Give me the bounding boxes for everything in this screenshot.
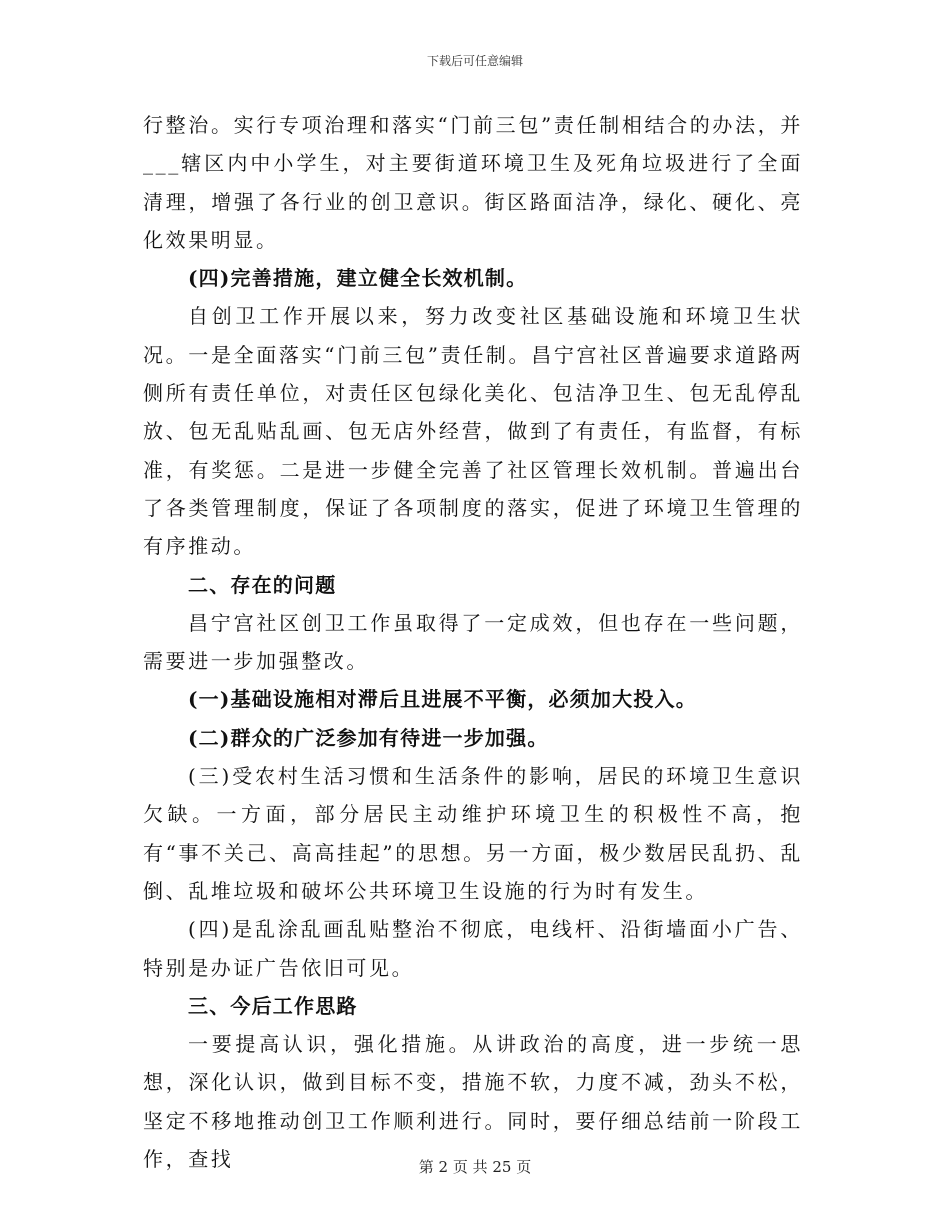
paragraph-measures: 自创卫工作开展以来，努力改变社区基础设施和环境卫生状况。一是全面落实“门前三包”责任制。昌宁宫社区普遍要求道路两侧所有责任单位，对责任区包绿化美化、包洁净卫生、包无乱停乱放、包无乱贴乱画、包无店外经营，做到了有责任，有监督，有标准，有奖惩。二是进一步健全完善了社区管理长效机制。普遍出台了各类管理制度，保证了各项制度的落实，促进了环境卫生管理的有序推动。 [143, 304, 803, 559]
subheading-problem-2: (二)群众的广泛参加有待进一步加强。 [188, 725, 549, 750]
paragraph-future-plans: 一要提高认识，强化措施。从讲政治的高度，进一步统一思想，深化认识，做到目标不变，措施不软，力度不减，劲头不松，坚定不移地推动创卫工作顺利进行。同时，要仔细总结前一阶段工作，查找 [143, 1032, 803, 1172]
subheading-problem-1: (一)基础设施相对滞后且进展不平衡，必须加大投入。 [188, 687, 697, 712]
page-number-footer: 第 2 页 共 25 页 [418, 1158, 532, 1176]
header-note: 下载后可任意编辑 [426, 54, 523, 68]
paragraph-problem-4: (四)是乱涂乱画乱贴整治不彻底，电线杆、沿街墙面小广告、特别是办证广告依旧可见。 [143, 917, 803, 980]
subheading-improve-measures: (四)完善措施，建立健全长效机制。 [188, 266, 528, 291]
section-heading-future-plans: 三、今后工作思路 [188, 993, 358, 1018]
section-heading-problems: 二、存在的问题 [188, 572, 337, 597]
paragraph-continuation: 行整治。实行专项治理和落实“门前三包”责任制相结合的办法，并___辖区内中小学生，对主要街道环境卫生及死角垃圾进行了全面清理，增强了各行业的创卫意识。街区路面洁净，绿化、硬化、亮化效果明显。 [143, 113, 803, 252]
paragraph-problem-3: (三)受农村生活习惯和生活条件的影响，居民的环境卫生意识欠缺。一方面，部分居民主动维护环境卫生的积极性不高，抱有“事不关己、高高挂起”的思想。另一方面，极少数居民乱扔、乱倒、乱堆垃圾和破坏公共环境卫生设施的行为时有发生。 [143, 764, 803, 903]
paragraph-problems-intro: 昌宁宫社区创卫工作虽取得了一定成效，但也存在一些问题，需要进一步加强整改。 [143, 610, 803, 674]
document-body [143, 106, 803, 1178]
